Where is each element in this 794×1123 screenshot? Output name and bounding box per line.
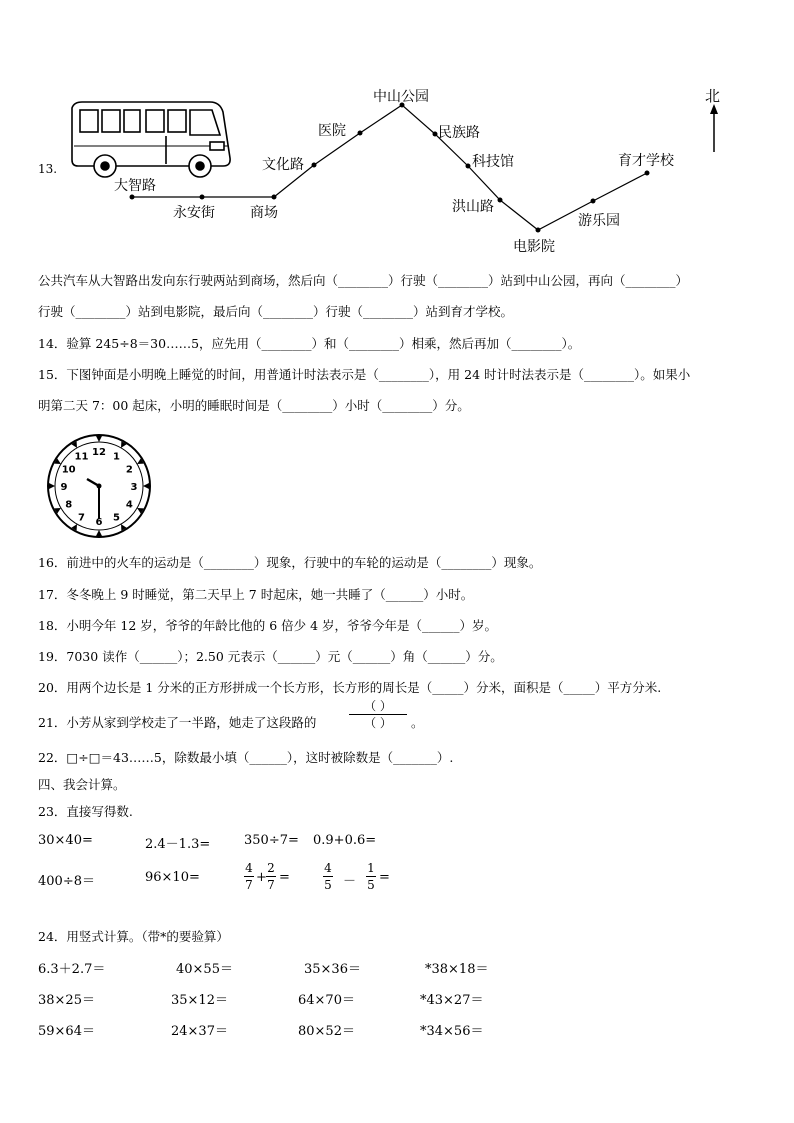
q23-fraction-1-5 bbox=[366, 861, 376, 892]
clock-number: 6 bbox=[95, 517, 103, 528]
q21-denominator-blank: （ ） bbox=[364, 716, 392, 730]
section-4-heading: 四、我会计算。 bbox=[38, 777, 126, 792]
stop-label-mall: 商场 bbox=[250, 205, 278, 221]
stop-label-dazhi-road: 大智路 bbox=[114, 178, 156, 194]
q24-item: *38×18＝ bbox=[425, 962, 489, 977]
q24-item: 64×70＝ bbox=[298, 993, 355, 1008]
equals-sign: = bbox=[279, 870, 290, 885]
q13-text-line-1: 公共汽车从大智路出发向东行驶两站到商场，然后向（________）行驶（________）站到中山公园，再向（________） bbox=[38, 273, 689, 288]
q23-item-4: 0.9+0.6= bbox=[313, 833, 377, 848]
q13-text-line-2: 行驶（________）站到电影院，最后向（________）行驶（________）站到育才学校。 bbox=[38, 304, 514, 319]
q23-item-2: 2.4－1.3= bbox=[145, 837, 211, 852]
question-16: 16．前进中的火车的运动是（________）现象，行驶中的车轮的运动是（________）现象。 bbox=[38, 555, 542, 570]
clock-number: 7 bbox=[78, 512, 85, 524]
question-18: 18．小明今年 12 岁，爷爷的年龄比他的 6 倍少 4 岁，爷爷今年是（______）岁。 bbox=[38, 618, 498, 633]
q24-item: 6.3＋2.7＝ bbox=[38, 962, 106, 977]
question-21 bbox=[38, 713, 316, 731]
q23-item-1: 30×40= bbox=[38, 833, 93, 848]
clock-number: 12 bbox=[92, 447, 106, 458]
equals-sign: = bbox=[379, 870, 390, 885]
numerator: 1 bbox=[367, 861, 375, 875]
clock-number: 8 bbox=[65, 499, 73, 511]
stop-label-cinema: 电影院 bbox=[513, 239, 555, 255]
q15-text-line-1: 15．下图钟面是小明晚上睡觉的时间，用普通计时法表示是（________），用 24 时计时法表示是（________）。如果小 bbox=[38, 367, 691, 382]
question-19: 19．7030 读作（______）；2.50 元表示（______）元（______）角（______）分。 bbox=[38, 649, 503, 664]
q24-item: *43×27＝ bbox=[420, 993, 484, 1008]
question-14: 14．验算 245÷8＝30……5，应先用（________）和（________）相乘，然后再加（________）。 bbox=[38, 336, 581, 351]
north-label: 北 bbox=[705, 87, 721, 105]
denominator: 5 bbox=[324, 878, 332, 892]
clock-number: 9 bbox=[60, 482, 68, 493]
question-17: 17．冬冬晚上 9 时睡觉，第二天早上 7 时起床，她一共睡了（______）小时。 bbox=[38, 587, 474, 602]
stop-label-wenhua-road: 文化路 bbox=[262, 157, 304, 173]
question-number-13: 13. bbox=[38, 162, 58, 176]
q24-item: 80×52＝ bbox=[298, 1024, 355, 1039]
q23-item-6: 96×10= bbox=[145, 870, 200, 885]
denominator: 7 bbox=[245, 878, 253, 892]
bus-route-map bbox=[60, 80, 760, 260]
question-22: 22．□÷□＝43……5，除数最小填（______），这时被除数是（_______）. bbox=[38, 750, 454, 765]
clock-number: 10 bbox=[61, 464, 76, 476]
numerator: 4 bbox=[245, 861, 253, 875]
stop-label-hongshan-road: 洪山路 bbox=[452, 199, 494, 215]
stop-label-amusement-park: 游乐园 bbox=[578, 213, 620, 229]
q24-item: 59×64＝ bbox=[38, 1024, 95, 1039]
minus-sign: － bbox=[343, 874, 357, 889]
bus-icon bbox=[72, 102, 230, 177]
q21-numerator-blank: （ ） bbox=[364, 699, 392, 713]
q24-item: 40×55＝ bbox=[176, 962, 233, 977]
clock-number: 2 bbox=[125, 464, 133, 476]
stop-label-science-museum: 科技馆 bbox=[472, 154, 514, 170]
numerator: 4 bbox=[324, 861, 332, 875]
denominator: 5 bbox=[367, 878, 375, 892]
q24-title: 24．用竖式计算。（带*的要验算） bbox=[38, 929, 229, 944]
q23-fraction-2-7 bbox=[266, 861, 276, 892]
clock-number: 4 bbox=[125, 499, 133, 511]
stop-label-zhongshan-park: 中山公园 bbox=[373, 89, 429, 105]
stop-label-yongan-street: 永安街 bbox=[173, 205, 215, 221]
q24-item: 24×37＝ bbox=[171, 1024, 228, 1039]
q23-fraction-4-5 bbox=[323, 861, 333, 892]
q23-fraction-4-7 bbox=[244, 861, 254, 892]
north-arrow-icon bbox=[710, 104, 718, 152]
q15-text-line-2: 明第二天 7：00 起床，小明的睡眠时间是（________）小时（________）分。 bbox=[38, 398, 470, 413]
q23-item-5: 400÷8＝ bbox=[38, 874, 95, 889]
clock-number: 3 bbox=[130, 482, 138, 493]
question-20: 20．用两个边长是 1 分米的正方形拼成一个长方形，长方形的周长是（_____）分米，面积是（_____）平方分米. bbox=[38, 680, 662, 695]
q24-item: 35×12＝ bbox=[171, 993, 228, 1008]
q21-text: 21．小芳从家到学校走了一半路，她走了这段路的 bbox=[38, 715, 317, 730]
plus-sign: + bbox=[256, 870, 267, 885]
q23-item-3: 350÷7= bbox=[244, 833, 299, 848]
q24-item: 38×25＝ bbox=[38, 993, 95, 1008]
q23-title: 23．直接写得数. bbox=[38, 804, 133, 819]
clock-face bbox=[46, 433, 152, 539]
clock-number: 1 bbox=[113, 451, 120, 463]
clock-number: 11 bbox=[74, 451, 89, 463]
q24-item: *34×56＝ bbox=[420, 1024, 484, 1039]
stop-label-yucai-school: 育才学校 bbox=[618, 153, 674, 169]
q24-item: 35×36＝ bbox=[304, 962, 361, 977]
stop-label-minzu-road: 民族路 bbox=[438, 125, 480, 141]
stop-label-hospital: 医院 bbox=[318, 123, 346, 139]
clock-number: 5 bbox=[113, 512, 120, 524]
denominator: 7 bbox=[267, 878, 275, 892]
q21-fraction-blank bbox=[349, 699, 407, 730]
numerator: 2 bbox=[267, 861, 275, 875]
q21-end: 。 bbox=[411, 715, 424, 730]
